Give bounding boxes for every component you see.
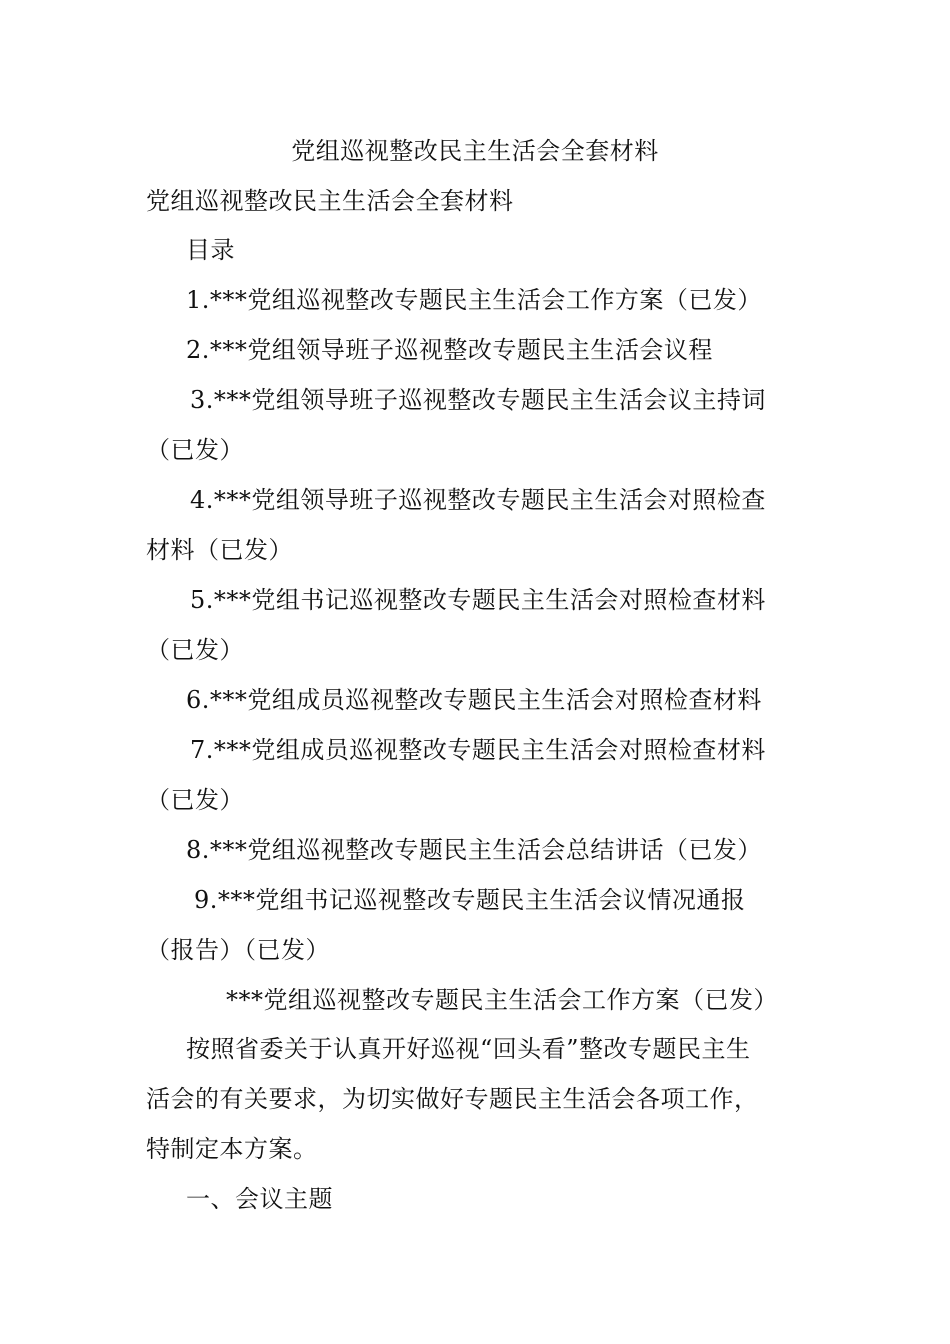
toc-item-continuation: （报告）（已发） [146, 936, 330, 964]
toc-item-continuation: （已发） [146, 636, 244, 664]
section-heading: 一、会议主题 [186, 1185, 333, 1213]
document-subtitle: 党组巡视整改民主生活会全套材料 [146, 187, 514, 215]
toc-item: 5.***党组书记巡视整改专题民主生活会对照检查材料 [190, 586, 766, 614]
intro-line: 特制定本方案。 [146, 1135, 318, 1163]
toc-item: 2.***党组领导班子巡视整改专题民主生活会议程 [186, 336, 713, 364]
toc-item: 8.***党组巡视整改专题民主生活会总结讲话（已发） [186, 836, 762, 864]
toc-item: 6.***党组成员巡视整改专题民主生活会对照检查材料 [186, 686, 762, 714]
toc-item: 3.***党组领导班子巡视整改专题民主生活会议主持词 [190, 386, 766, 414]
intro-line: 按照省委关于认真开好巡视“回头看”整改专题民主生 [186, 1035, 751, 1063]
toc-heading: 目录 [186, 236, 235, 264]
toc-item: 9.***党组书记巡视整改专题民主生活会议情况通报 [194, 886, 746, 914]
toc-item-continuation: （已发） [146, 786, 244, 814]
toc-item-continuation: 材料（已发） [146, 536, 293, 564]
section-title: ***党组巡视整改专题民主生活会工作方案（已发） [226, 986, 778, 1014]
document-title: 党组巡视整改民主生活会全套材料 [291, 137, 659, 165]
toc-item: 7.***党组成员巡视整改专题民主生活会对照检查材料 [190, 736, 766, 764]
intro-line: 活会的有关要求，为切实做好专题民主生活会各项工作， [146, 1085, 759, 1113]
toc-item: 1.***党组巡视整改专题民主生活会工作方案（已发） [186, 286, 762, 314]
toc-item-continuation: （已发） [146, 436, 244, 464]
toc-item: 4.***党组领导班子巡视整改专题民主生活会对照检查 [190, 486, 766, 514]
